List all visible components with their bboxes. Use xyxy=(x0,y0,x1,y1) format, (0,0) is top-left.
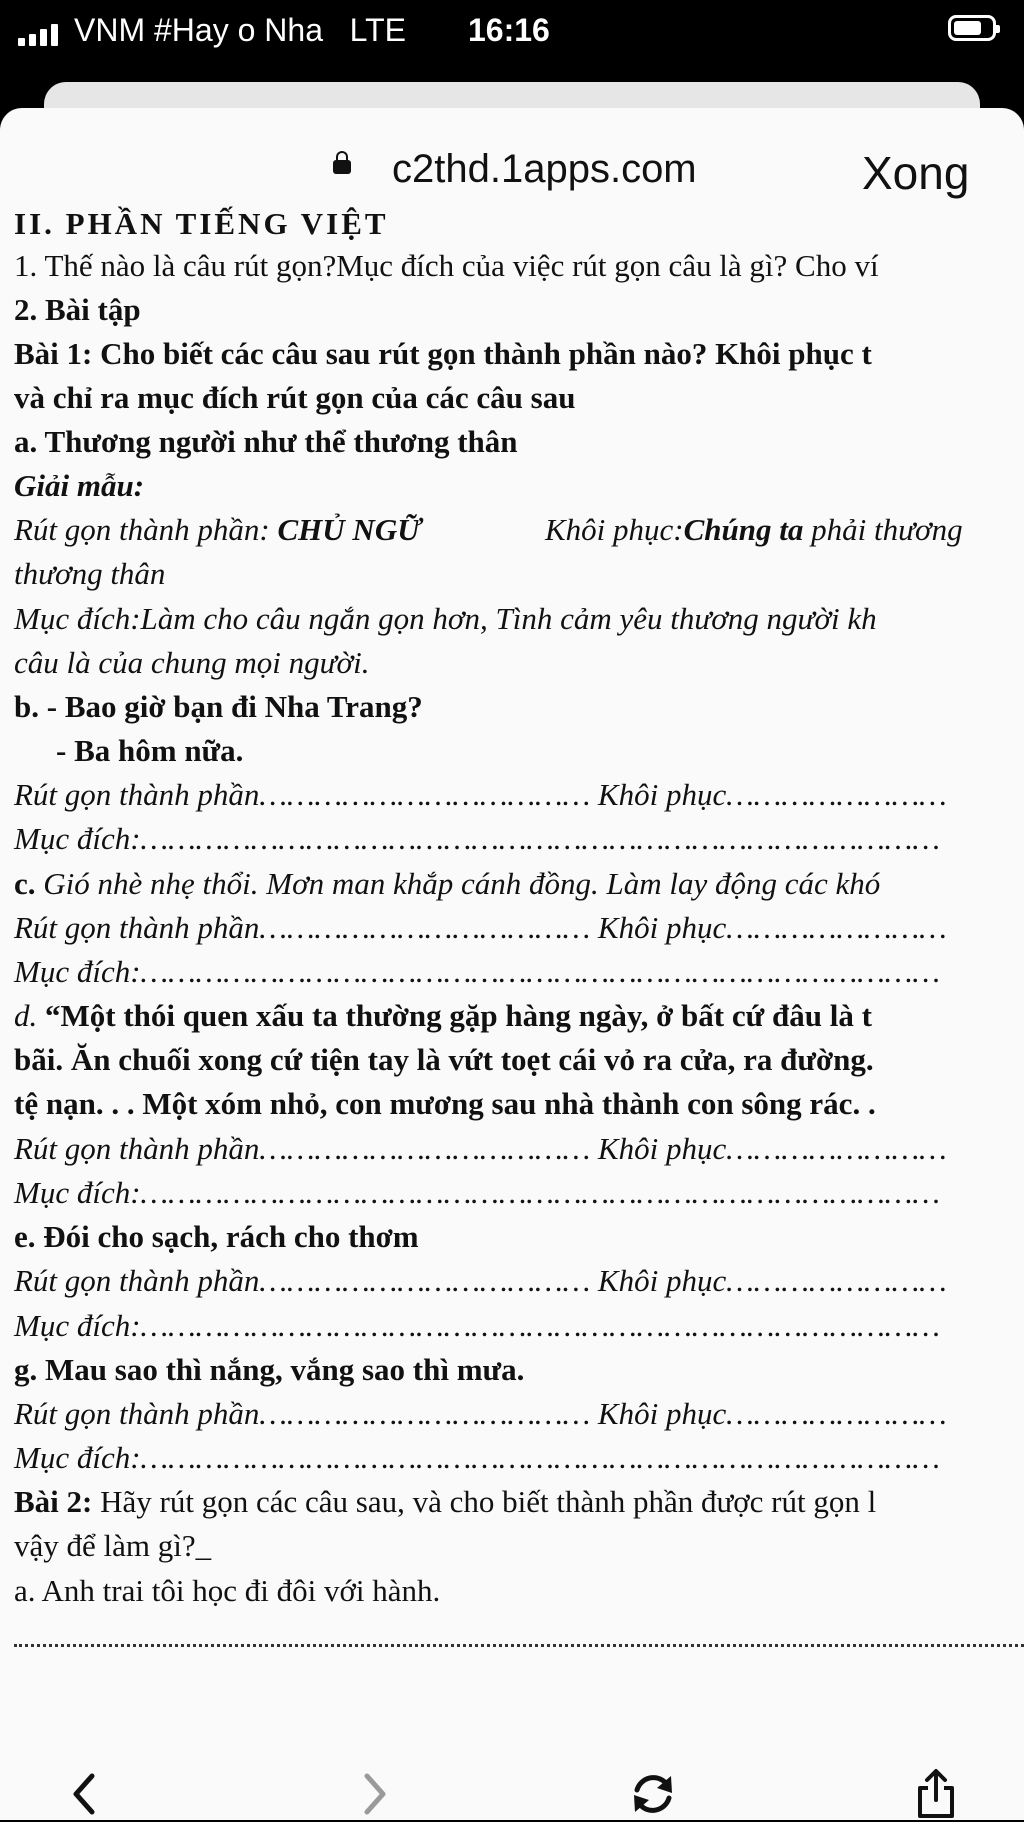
item-g-part-blank: Rút gọn thành phần……………………………… Khôi phục…………………… xyxy=(14,1396,947,1431)
answer-dotted-line xyxy=(14,1644,1024,1647)
item-c-text: Gió nhè nhẹ thổi. Mơn man khắp cánh đồng. Làm lay động các khó xyxy=(35,866,881,901)
bai2-label: Bài 2: xyxy=(14,1484,93,1519)
bai1-line-1: Bài 1: Cho biết các câu sau rút gọn thành phần nào? Khôi phục t xyxy=(14,336,872,371)
item-c xyxy=(14,864,880,904)
bai1-line-2: và chỉ ra mục đích rút gọn của các câu sau xyxy=(14,380,576,415)
item-a: a. Thương người như thể thương thân xyxy=(14,424,518,459)
sample-part-value: CHỦ NGỮ xyxy=(277,512,422,547)
sample-title: Giải mẫu: xyxy=(14,468,145,503)
item-g-purpose-blank: Mục đích:…………………………………………………………………………… xyxy=(14,1440,940,1475)
done-button[interactable]: Xong xyxy=(862,147,970,199)
item-c-purpose-blank: Mục đích:…………………………………………………………………………… xyxy=(14,954,940,989)
lock-icon xyxy=(333,160,351,174)
item-d-line-2: bãi. Ăn chuối xong cứ tiện tay là vứt toẹt cái vỏ ra cửa, ra đường. xyxy=(14,1042,874,1077)
item-b-question: b. - Bao giờ bạn đi Nha Trang? xyxy=(14,689,423,724)
item-d-purpose-blank: Mục đích:…………………………………………………………………………… xyxy=(14,1175,940,1210)
section-heading: II. PHẦN TIẾNG VIỆT xyxy=(14,206,389,241)
battery-icon xyxy=(948,15,996,41)
item-g: g. Mau sao thì nắng, vắng sao thì mưa. xyxy=(14,1352,525,1387)
item-d-line-3: tệ nạn. . . Một xóm nhỏ, con mương sau nhà thành con sông rác. . xyxy=(14,1086,876,1121)
item-b-part-blank: Rút gọn thành phần……………………………… Khôi phục…………………… xyxy=(14,777,947,812)
sample-purpose-line-2: câu là của chung mọi người. xyxy=(14,645,370,680)
sample-purpose-line-1: Mục đích:Làm cho câu ngắn gọn hơn, Tình cảm yêu thương người kh xyxy=(14,601,877,636)
item-d-part-blank: Rút gọn thành phần……………………………… Khôi phục…………………… xyxy=(14,1131,947,1166)
item-e-part-blank: Rút gọn thành phần……………………………… Khôi phục…………………… xyxy=(14,1263,947,1298)
status-bar xyxy=(0,0,1024,80)
item-d-prefix: d. xyxy=(14,998,38,1033)
browser-sheet xyxy=(0,108,1024,1820)
forward-icon[interactable] xyxy=(345,1766,401,1822)
exercises-title: 2. Bài tập xyxy=(14,292,141,327)
bai2-text: Hãy rút gọn các câu sau, và cho biết thành phần được rút gọn l xyxy=(92,1484,877,1519)
sample-part-prefix: Rút gọn thành phần: xyxy=(14,512,278,547)
item-d-line-1 xyxy=(14,996,872,1036)
share-icon[interactable] xyxy=(908,1766,964,1822)
sample-part-line xyxy=(14,510,421,550)
bai2-line-2: vậy để làm gì?_ xyxy=(14,1528,212,1563)
document-content xyxy=(0,206,1024,1771)
carrier-label: VNM #Hay o Nha LTE xyxy=(74,12,406,48)
sample-restore-line xyxy=(545,510,963,550)
back-icon[interactable] xyxy=(58,1766,114,1822)
item-b-purpose-blank: Mục đích:…………………………………………………………………………… xyxy=(14,821,940,856)
question-1: 1. Thế nào là câu rút gọn?Mục đích của việc rút gọn câu là gì? Cho ví xyxy=(14,248,879,283)
url-label[interactable]: c2thd.1apps.com xyxy=(392,147,697,191)
item-e-purpose-blank: Mục đích:…………………………………………………………………………… xyxy=(14,1308,940,1343)
status-time: 16:16 xyxy=(468,12,550,48)
item-c-prefix: c. xyxy=(14,866,36,901)
item-e: e. Đói cho sạch, rách cho thơm xyxy=(14,1219,419,1254)
reload-icon[interactable] xyxy=(625,1766,681,1822)
bai2-line-1 xyxy=(14,1482,876,1522)
item-b-answer: - Ba hôm nữa. xyxy=(56,733,244,768)
sample-restore-rest: phải thương xyxy=(803,512,963,547)
sample-restore-cont: thương thân xyxy=(14,556,166,591)
sample-restore-prefix: Khôi phục: xyxy=(545,512,684,547)
item-c-part-blank: Rút gọn thành phần……………………………… Khôi phục…………………… xyxy=(14,910,947,945)
signal-icon xyxy=(18,22,58,46)
browser-toolbar xyxy=(0,1771,1024,1820)
bai2-item-a: a. Anh trai tôi học đi đôi với hành. xyxy=(14,1573,441,1608)
sample-restore-subject: Chúng ta xyxy=(683,512,804,547)
item-d-text: “Một thói quen xấu ta thường gặp hàng ngày, ở bất cứ đâu là t xyxy=(37,998,872,1033)
